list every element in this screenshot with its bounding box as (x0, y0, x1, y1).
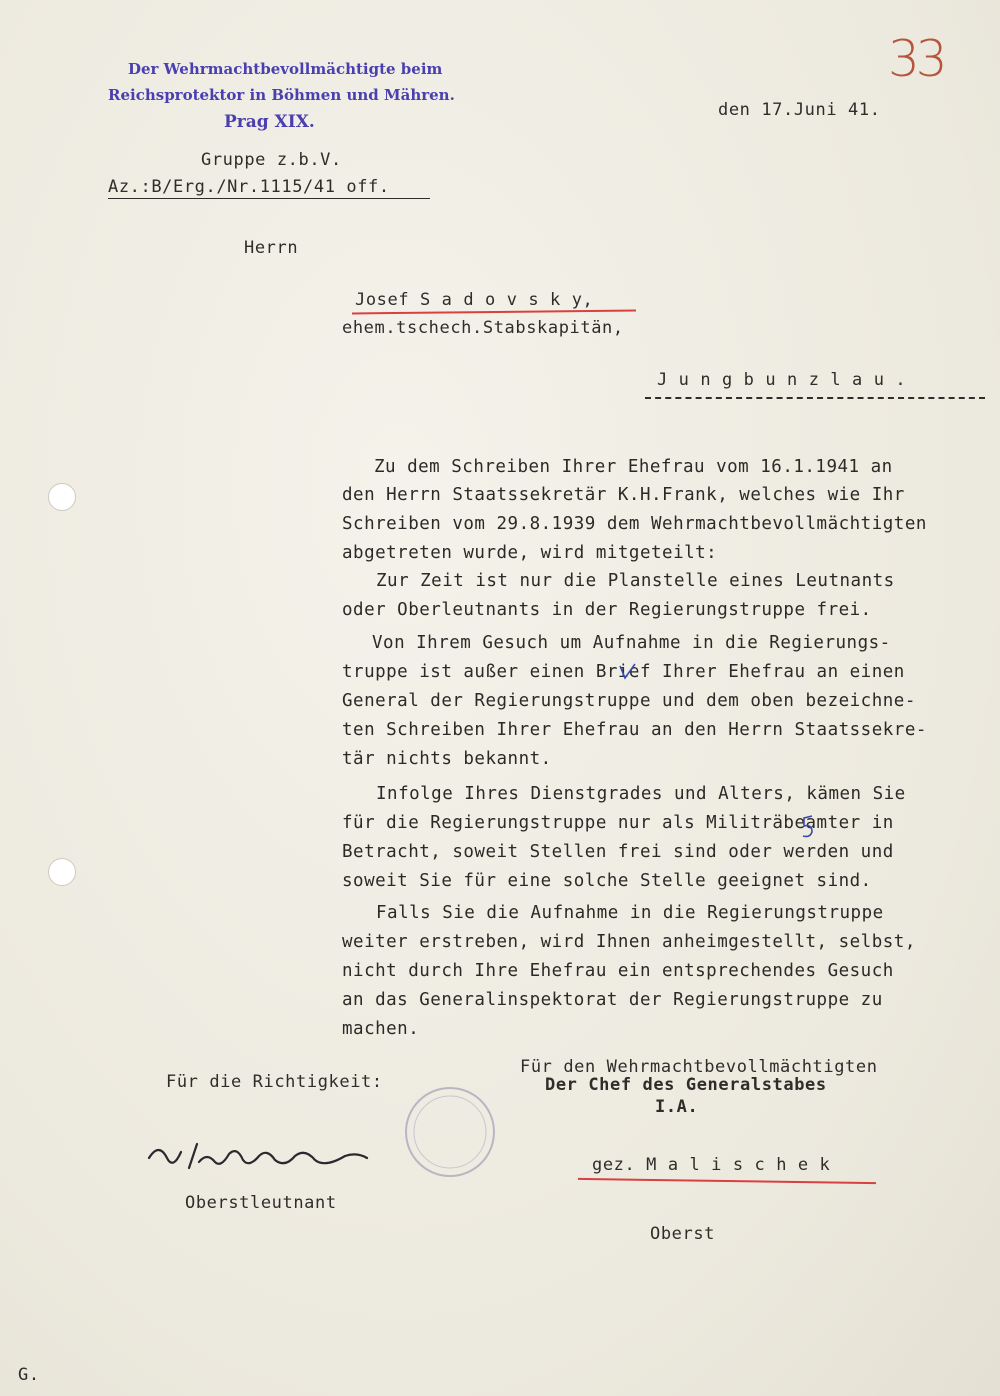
rank-left: Oberstleutnant (185, 1193, 337, 1213)
body-line-14: Betracht, soweit Stellen frei sind oder werden und (342, 842, 894, 862)
signed-name: gez. M a l i s c h e k (592, 1155, 831, 1175)
closing-chief-line: Der Chef des Generalstabes (545, 1075, 827, 1095)
body-line-15: soweit Sie für eine solche Stelle geeignet sind. (342, 871, 872, 891)
city-dashed-underline (645, 397, 985, 399)
closing-for-line: Für den Wehrmachtbevollmächtigten (520, 1057, 878, 1077)
archive-stamp-seal (400, 1082, 500, 1182)
correction-mark-check (618, 662, 638, 682)
body-line-2: den Herrn Staatssekretär K.H.Frank, welches wie Ihr (342, 485, 905, 505)
body-line-19: an das Generalinspektorat der Regierungstruppe zu (342, 990, 883, 1010)
body-line-17: weiter erstreben, wird Ihnen anheimgestellt, selbst, (342, 932, 916, 952)
signed-name-underline (578, 1178, 876, 1184)
rank-right: Oberst (650, 1224, 716, 1244)
richtigkeit-label: Für die Richtigkeit: (166, 1072, 383, 1092)
recipient-title: ehem.tschech.Stabskapitän, (342, 318, 624, 338)
salutation: Herrn (244, 238, 299, 258)
punch-hole-upper (48, 483, 76, 511)
recipient-name-underline (352, 310, 636, 315)
recipient-name: Josef S a d o v s k y, (355, 290, 594, 310)
body-line-1: Zu dem Schreiben Ihrer Ehefrau vom 16.1.1941 an (374, 457, 893, 477)
body-line-12: Infolge Ihres Dienstgrades und Alters, kämen Sie (376, 784, 906, 804)
reference-underline (108, 198, 430, 199)
body-line-10: ten Schreiben Ihrer Ehefrau an den Herrn Staatssekre- (342, 720, 927, 740)
stamp-line-3: Prag XIX. (224, 112, 315, 132)
punch-hole-lower (48, 858, 76, 886)
body-line-13: für die Regierungstruppe nur als Militräbeamter in (342, 813, 894, 833)
body-line-8: truppe ist außer einen Brief Ihrer Ehefrau an einen (342, 662, 905, 682)
body-line-11: tär nichts bekannt. (342, 749, 552, 769)
recipient-city: J u n g b u n z l a u . (657, 370, 907, 390)
body-line-4: abgetreten wurde, wird mitgeteilt: (342, 543, 718, 563)
body-line-18: nicht durch Ihre Ehefrau ein entsprechendes Gesuch (342, 961, 894, 981)
letter-date: den 17.Juni 41. (718, 100, 881, 120)
body-line-7: Von Ihrem Gesuch um Aufnahme in die Regierungs- (372, 633, 891, 653)
stamp-line-2: Reichsprotektor in Böhmen und Mähren. (108, 86, 455, 104)
body-line-9: General der Regierungstruppe und dem oben bezeichne- (342, 691, 916, 711)
stamp-line-1: Der Wehrmachtbevollmächtigte beim (128, 60, 443, 78)
signature-left (145, 1138, 375, 1178)
body-line-5: Zur Zeit ist nur die Planstelle eines Leutnants (376, 571, 895, 591)
group-line: Gruppe z.b.V. (201, 150, 342, 170)
body-line-6: oder Oberleutnants in der Regierungstruppe frei. (342, 600, 872, 620)
body-line-16: Falls Sie die Aufnahme in die Regierungstruppe (376, 903, 884, 923)
reference-number: Az.:B/Erg./Nr.1115/41 off. (108, 177, 390, 197)
body-line-20: machen. (342, 1019, 420, 1039)
page-number: 33 (888, 30, 944, 88)
body-line-3: Schreiben vom 29.8.1939 dem Wehrmachtbevollmächtigten (342, 514, 927, 534)
footer-mark: G. (18, 1365, 40, 1385)
closing-ia-line: I.A. (655, 1097, 699, 1117)
correction-mark-insert (800, 814, 818, 840)
